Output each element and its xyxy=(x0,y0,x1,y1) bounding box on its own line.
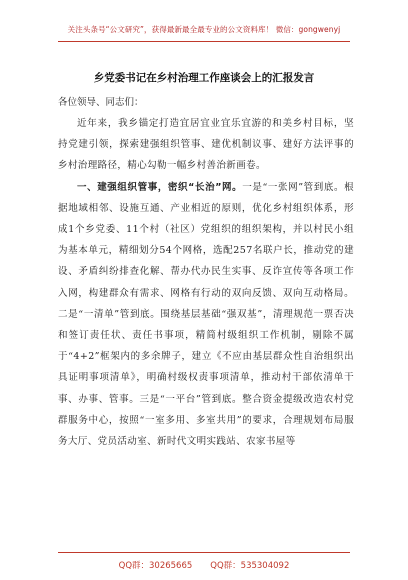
footer-divider xyxy=(58,552,350,553)
footer xyxy=(0,559,408,571)
section-1-heading: 一、建强组织管事，密织“长治”网。 xyxy=(77,181,243,193)
intro-paragraph: 近年来，我乡锚定打造宜居宜业宜乐宜游的和美乡村目标，坚持党建引领，探索建强组织管事、建优机制议事、建好方法评事的乡村治理路径，精心勾勒一幅乡村善治新画卷。 xyxy=(58,118,354,172)
header-banner: 关注头条号“公文研究”，获得最新最全最专业的公文资料库！ 微信：gongwenyj xyxy=(67,25,341,34)
document-title: 乡党委书记在乡村治理工作座谈会上的汇报发言 xyxy=(93,72,315,84)
section-1-body: 一是“一张网”管到底。根据地域相邻、设施互通、产业相近的原则，优化乡村组织体系，形成1个乡党委、11个村（社区）党组织的组织架构，并以村民小组为基本单元，精细划分54个网格，选配257名联户长，推动党的建设、矛盾纠纷排查化解、帮办代办民生实事、反诈宣传等各项工作入网，构建群众有需求、网格有行动的双向反馈、双向互动格局。二是“一清单”管到底。围绕基层基础“强双基”，清理规范一票否决和签订责任状、责任书事项，精简村级组织工作机制，剔除不属于“4+2”框架内的多余牌子，建立《不应由基层群众性自治组织出具证明事项清单》，明确村级权责事项清单，推动村干部依清单干事、办事、管事。三是“一平台”管到底。整合资金提级改造农村党群服务中心，按照“一室多用、多室共用”的要求，合理规划布局服务大厅、党员活动室、新时代文明实践站、农家书屋等 xyxy=(58,181,354,448)
footer-qq-group-2: QQ群：535304092 xyxy=(210,561,290,571)
salutation: 各位领导、同志们： xyxy=(58,97,144,108)
header-divider xyxy=(58,41,350,42)
section-1-paragraph xyxy=(58,177,354,453)
document-body xyxy=(58,92,354,452)
footer-qq-group-1: QQ群：30265665 xyxy=(118,561,193,571)
